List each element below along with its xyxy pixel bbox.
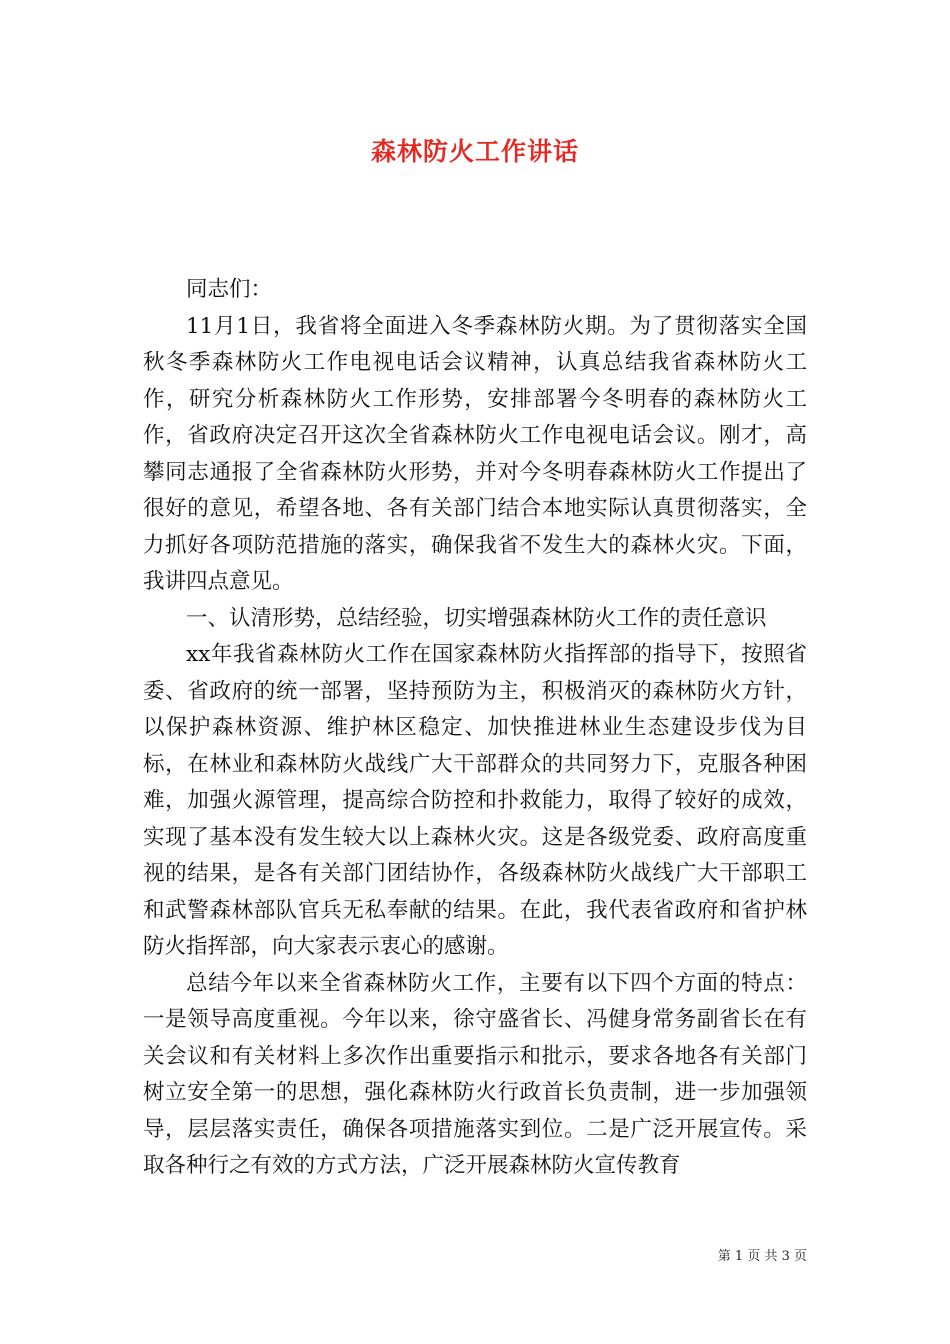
body-paragraph: 11月1日，我省将全面进入冬季森林防火期。为了贯彻落实全国秋冬季森林防火工作电视电话会议精神，认真总结我省森林防火工作，研究分析森林防火工作形势，安排部署今冬明春的森林防火工作，省政府决定召开这次全省森林防火工作电视电话会议。刚才，高攀同志通报了全省森林防火形势，并对今冬明春森林防火工作提出了很好的意见，希望各地、各有关部门结合本地实际认真贯彻落实，全力抓好各项防范措施的落实，确保我省不发生大的森林火灾。下面，我讲四点意见。: [143, 313, 807, 594]
page-number: 第 1 页 共 3 页: [717, 1249, 807, 1264]
body-paragraph: xx年我省森林防火工作在国家森林防火指挥部的指导下，按照省委、省政府的统一部署，坚持预防为主，积极消灭的森林防火方针，以保护森林资源、维护林区稳定、加快推进林业生态建设步伐为目标，在林业和森林防火战线广大干部群众的共同努力下，克服各种困难，加强火源管理，提高综合防控和扑救能力，取得了较好的成效，实现了基本没有发生较大以上森林火灾。这是各级党委、政府高度重视的结果，是各有关部门团结协作，各级森林防火战线广大干部职工和武警森林部队官兵无私奉献的结果。在此，我代表省政府和省护林防火指挥部，向大家表示衷心的感谢。: [143, 642, 807, 959]
section-heading: 一、认清形势，总结经验，切实增强森林防火工作的责任意识: [186, 605, 767, 631]
salutation: 同志们：: [186, 277, 273, 302]
document-title: 森林防火工作讲话: [370, 137, 579, 166]
document-body: [143, 272, 807, 1185]
body-paragraph: 总结今年以来全省森林防火工作，主要有以下四个方面的特点：一是领导高度重视。今年以来，徐守盛省长、冯健身常务副省长在有关会议和有关材料上多次作出重要指示和批示，要求各地各有关部门树立安全第一的思想，强化森林防火行政首长负责制，进一步加强领导，层层落实责任，确保各项措施落实到位。二是广泛开展宣传。采取各种行之有效的方式方法，广泛开展森林防火宣传教育: [143, 970, 807, 1178]
